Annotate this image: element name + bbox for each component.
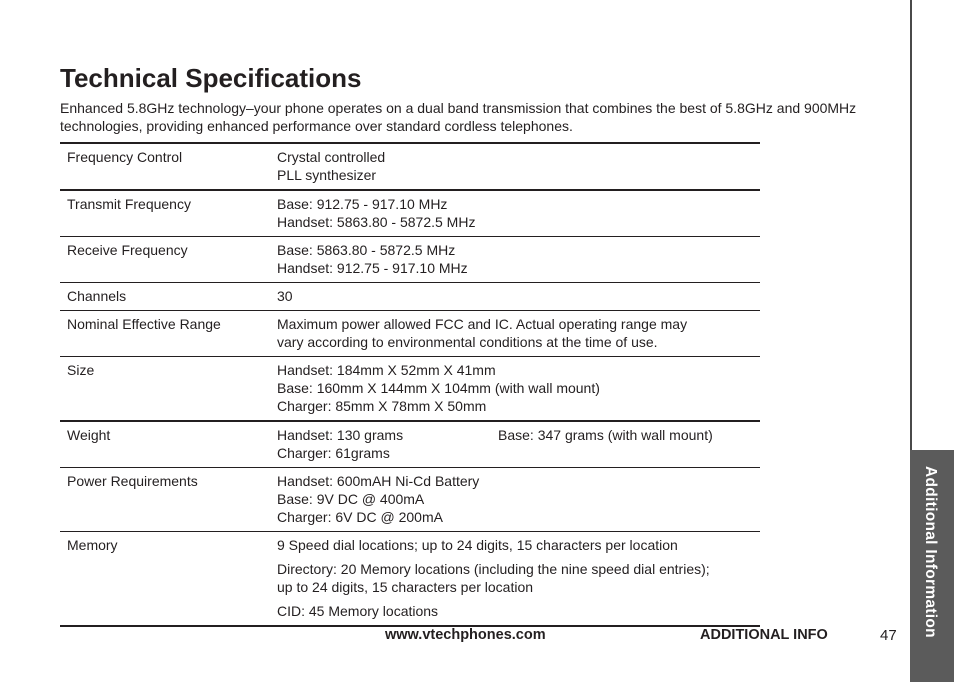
weight-charger: Charger: 61grams	[277, 445, 390, 461]
spec-label: Transmit Frequency	[67, 196, 191, 212]
spec-value-line: Base: 160mm X 144mm X 104mm (with wall mount)	[277, 380, 600, 396]
weight-base: Base: 347 grams (with wall mount)	[498, 427, 713, 443]
spec-value	[270, 311, 760, 357]
spec-value-line: Directory: 20 Memory locations (including the nine speed dial entries);	[277, 561, 710, 577]
spec-value	[270, 237, 760, 283]
footer-section-label: ADDITIONAL INFO	[700, 627, 828, 643]
spec-row-effective-range	[60, 311, 760, 357]
spec-row-size	[60, 357, 760, 422]
spec-value	[270, 143, 760, 190]
spec-row-transmit-frequency	[60, 190, 760, 237]
spec-value-line: 30	[277, 288, 293, 304]
spec-value-line: Handset: 184mm X 52mm X 41mm	[277, 362, 496, 378]
spec-value-line: Handset: 600mAH Ni-Cd Battery	[277, 473, 480, 489]
spec-value	[270, 421, 760, 468]
spec-label: Size	[67, 362, 95, 378]
side-tab-label: Additional Information	[922, 466, 939, 638]
spec-value-line: 9 Speed dial locations; up to 24 digits, 15 characters per location	[277, 537, 678, 553]
spec-value-line: Charger: 85mm X 78mm X 50mm	[277, 398, 487, 414]
spec-value	[270, 532, 760, 627]
spec-value-line: Handset: 912.75 - 917.10 MHz	[277, 260, 468, 276]
spec-value-line: Base: 9V DC @ 400mA	[277, 491, 425, 507]
spec-value	[270, 283, 760, 311]
spec-value-line: Crystal controlled	[277, 149, 386, 165]
page-title: Technical Specifications	[60, 63, 362, 93]
spec-label: Frequency Control	[67, 149, 183, 165]
spec-row-frequency-control	[60, 143, 760, 190]
spec-value-line: vary according to environmental conditions at the time of use.	[277, 334, 658, 350]
intro-paragraph: Enhanced 5.8GHz technology–your phone operates on a dual band transmission that combines the best of 5.8GHz and 900MHz technologies, providing enhanced performance over standard cordless telephones.	[60, 100, 857, 134]
spec-row-power	[60, 468, 760, 532]
spec-value-line: PLL synthesizer	[277, 167, 377, 183]
spec-value	[270, 468, 760, 532]
page-number: 47	[880, 627, 897, 644]
weight-handset: Handset: 130 grams	[277, 427, 404, 443]
footer-url-link[interactable]: www.vtechphones.com	[385, 627, 546, 643]
spec-row-weight	[60, 421, 760, 468]
spec-label: Channels	[67, 288, 127, 304]
spec-row-memory	[60, 532, 760, 627]
weight-line	[277, 426, 754, 444]
spec-label: Nominal Effective Range	[67, 316, 221, 332]
spec-value	[270, 190, 760, 237]
spec-value-line: Base: 912.75 - 917.10 MHz	[277, 196, 448, 212]
spec-label: Weight	[67, 427, 111, 443]
side-rule	[910, 0, 912, 450]
spec-value-line: Charger: 6V DC @ 200mA	[277, 509, 443, 525]
spec-row-receive-frequency	[60, 237, 760, 283]
spec-label: Memory	[67, 537, 118, 553]
specs-table	[60, 142, 760, 627]
spec-value-line: Maximum power allowed FCC and IC. Actual operating range may	[277, 316, 688, 332]
spec-value-line: up to 24 digits, 15 characters per location	[277, 579, 534, 595]
spec-value	[270, 357, 760, 422]
spec-label: Power Requirements	[67, 473, 198, 489]
spec-label: Receive Frequency	[67, 242, 188, 258]
spec-value-line: Base: 5863.80 - 5872.5 MHz	[277, 242, 456, 258]
spec-value-line: CID: 45 Memory locations	[277, 603, 439, 619]
spec-row-channels	[60, 283, 760, 311]
spec-value-line: Handset: 5863.80 - 5872.5 MHz	[277, 214, 476, 230]
